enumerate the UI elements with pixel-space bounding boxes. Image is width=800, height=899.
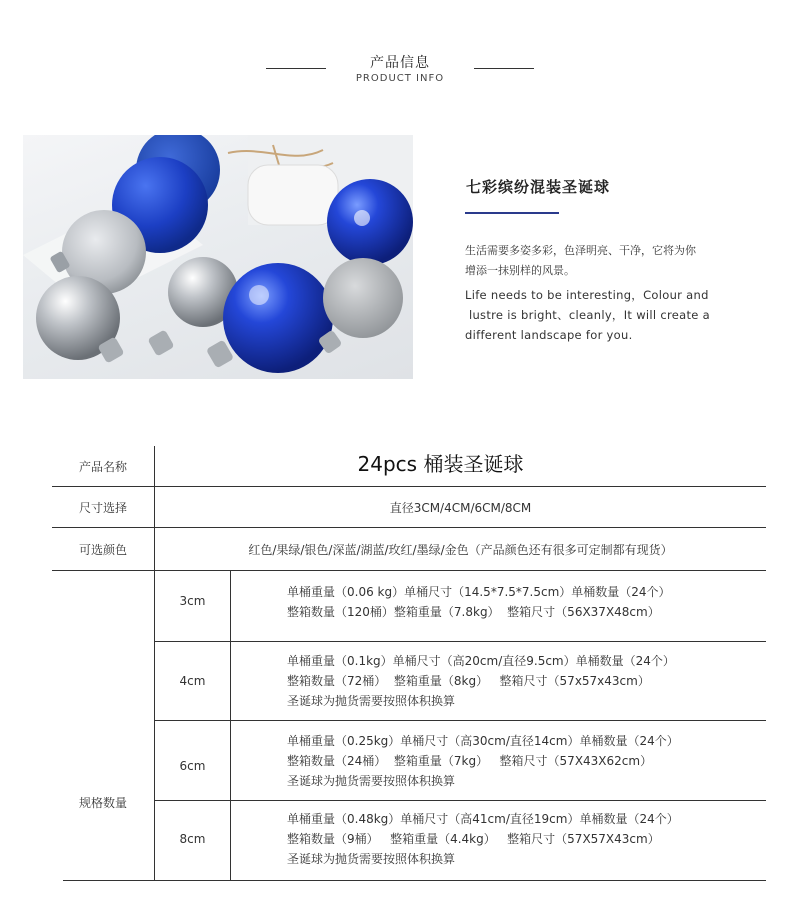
spec-details (287, 651, 675, 711)
spec-details (287, 809, 679, 869)
product-desc-cn (465, 241, 765, 281)
spec-line: 整箱数量（72桶） 整箱重量（8kg） 整箱尺寸（57x57x43cm） (287, 674, 650, 688)
table-rule (52, 486, 766, 487)
spec-size: 6cm (179, 759, 206, 773)
spec-line: 单桶重量（0.06 kg）单桶尺寸（14.5*7.5*7.5cm）单桶数量（24个） (287, 585, 671, 599)
ornaments-illustration (23, 135, 413, 379)
spec-size: 4cm (179, 674, 206, 688)
desc-cn-line: 生活需要多姿多彩，色泽明亮、干净，它将为你 (465, 244, 696, 257)
section-title-en: PRODUCT INFO (355, 73, 445, 84)
product-photo (23, 135, 413, 379)
spec-size: 8cm (179, 832, 206, 846)
product-desc-en (465, 285, 765, 345)
spec-line: 单桶重量（0.48kg）单桶尺寸（高41cm/直径19cm）单桶数量（24个） (287, 812, 679, 826)
product-name-label: 产品名称 (78, 460, 127, 474)
product-name-value: 24pcs 桶装圣诞球 (357, 452, 524, 476)
size-value: 直径3CM/4CM/6CM/8CM (389, 501, 532, 515)
table-rule (154, 720, 766, 721)
table-col-divider (230, 570, 231, 880)
product-title: 七彩缤纷混装圣诞球 (466, 178, 611, 196)
spec-line: 圣诞球为抛货需要按照体积换算 (287, 852, 456, 866)
section-title-cn: 产品信息 (370, 55, 430, 71)
spec-details (287, 582, 671, 622)
table-rule (52, 527, 766, 528)
spec-line: 圣诞球为抛货需要按照体积换算 (287, 694, 456, 708)
table-rule (63, 880, 766, 881)
spec-line: 单桶重量（0.25kg）单桶尺寸（高30cm/直径14cm）单桶数量（24个） (287, 734, 679, 748)
spec-line: 整箱数量（9桶） 整箱重量（4.4kg） 整箱尺寸（57X57X43cm） (287, 832, 660, 846)
spec-line: 整箱数量（24桶） 整箱重量（7kg） 整箱尺寸（57X43X62cm） (287, 754, 653, 768)
desc-en-line: Life needs to be interesting，Colour and (465, 288, 709, 302)
spec-line: 圣诞球为抛货需要按照体积换算 (287, 774, 456, 788)
spec-label: 规格数量 (78, 796, 127, 810)
spec-details (287, 731, 679, 791)
spec-line: 单桶重量（0.1kg）单桶尺寸（高20cm/直径9.5cm）单桶数量（24个） (287, 654, 675, 668)
desc-cn-line: 增添一抹别样的风景。 (465, 264, 575, 277)
title-underline (465, 212, 559, 214)
table-rule (154, 800, 766, 801)
color-label: 可选颜色 (78, 543, 127, 557)
desc-en-line: different landscape for you. (465, 328, 633, 342)
spec-line: 整箱数量（120桶）整箱重量（7.8kg） 整箱尺寸（56X37X48cm） (287, 605, 660, 619)
color-value: 红色/果绿/银色/深蓝/湖蓝/玫红/墨绿/金色（产品颜色还有很多可定制都有现货） (248, 543, 673, 557)
table-rule (52, 570, 766, 571)
spec-size: 3cm (179, 594, 206, 608)
size-label: 尺寸选择 (78, 501, 127, 515)
desc-en-line: lustre is bright、cleanly，It will create a (465, 308, 710, 322)
table-rule (154, 641, 766, 642)
